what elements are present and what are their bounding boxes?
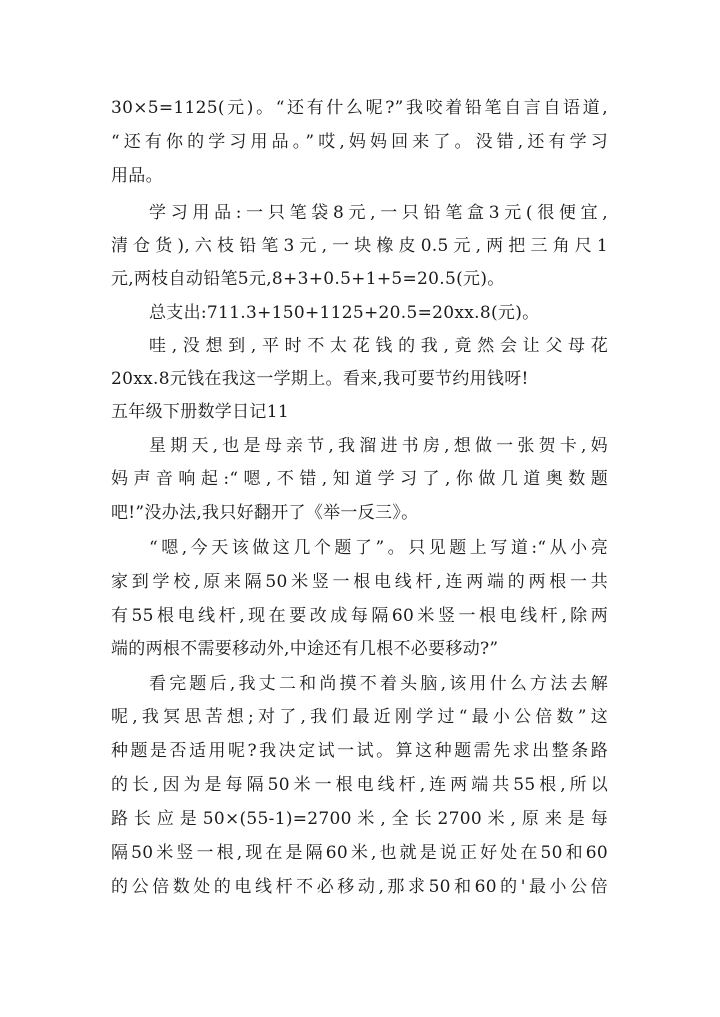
text-line: 种题是否适用呢?我决定试一试。算这种题需先求出整条路 <box>111 741 608 761</box>
text-line: 路长应是50×(55-1)=2700米,全长2700米,原来是每 <box>111 809 608 829</box>
text-line: 吧!”没办法,我只好翻开了《举一反三》。 <box>111 503 419 523</box>
text-line: 家到学校,原来隔50米竖一根电线杆,连两端的两根一共 <box>111 572 608 592</box>
text-line: 端的两根不需要移动外,中途还有几根不必要移动?” <box>111 639 499 659</box>
text-line: 学习用品:一只笔袋8元,一只铅笔盒3元(很便宜, <box>149 203 608 223</box>
text-line: 清仓货),六枝铅笔3元,一块橡皮0.5元,两把三角尺1 <box>111 236 608 256</box>
text-line: 哇,没想到,平时不太花钱的我,竟然会让父母花 <box>149 336 608 356</box>
text-line: 星期天,也是母亲节,我溜进书房,想做一张贺卡,妈 <box>149 436 608 456</box>
text-line: 妈声音响起:“嗯,不错,知道学习了,你做几道奥数题 <box>111 469 608 489</box>
text-line: 30×5=1125(元)。“还有什么呢?”我咬着铅笔自言自语道, <box>111 98 608 118</box>
text-line: 总支出:711.3+150+1125+20.5=20xx.8(元)。 <box>149 303 540 323</box>
text-line: “嗯,今天该做这几个题了”。只见题上写道:“从小亮 <box>149 538 608 558</box>
text-line: 用品。 <box>111 166 163 186</box>
text-line: 的长,因为是每隔50米一根电线杆,连两端共55根,所以 <box>111 775 608 795</box>
text-line: 隔50米竖一根,现在是隔60米,也就是说正好处在50和60 <box>111 843 608 863</box>
text-line: 元,两枝自动铅笔5元,8+3+0.5+1+5=20.5(元)。 <box>111 269 505 289</box>
section-heading: 五年级下册数学日记11 <box>111 402 289 422</box>
text-line: 呢,我冥思苦想;对了,我们最近刚学过“最小公倍数”这 <box>111 707 608 727</box>
text-line: “还有你的学习用品。”哎,妈妈回来了。没错,还有学习 <box>111 132 608 152</box>
text-line: 有55根电线杆,现在要改成每隔60米竖一根电线杆,除两 <box>111 606 608 626</box>
text-line: 20xx.8元钱在我这一学期上。看来,我可要节约用钱呀! <box>111 369 529 389</box>
text-line: 看完题后,我丈二和尚摸不着头脑,该用什么方法去解 <box>149 674 608 694</box>
text-line: 的公倍数处的电线杆不必移动,那求50和60的'最小公倍 <box>111 877 608 897</box>
